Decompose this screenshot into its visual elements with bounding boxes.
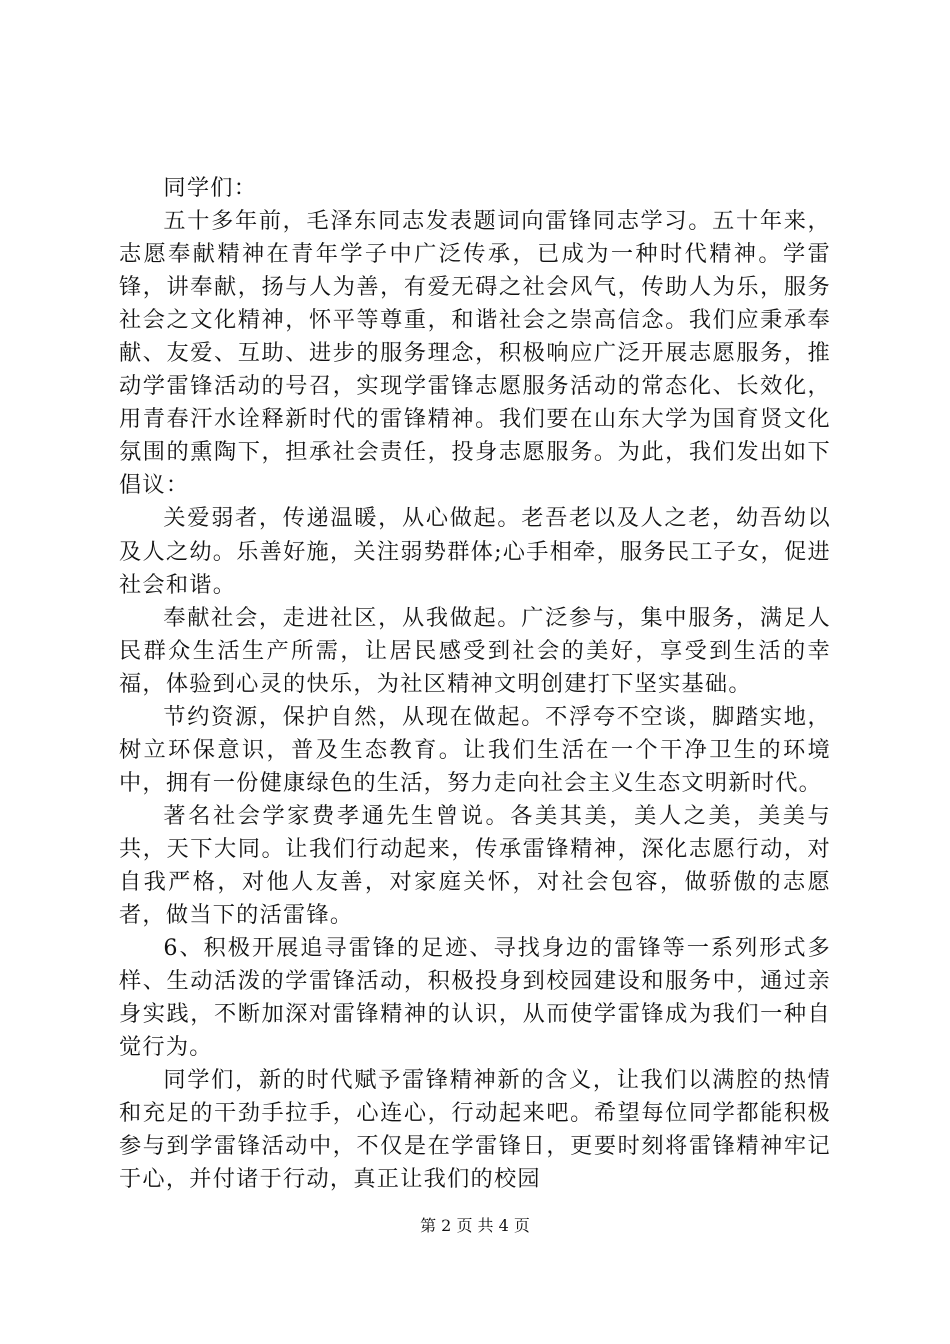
proposal-paragraph-community: 奉献社会，走进社区，从我做起。广泛参与，集中服务，满足人民群众生活生产所需，让居民感受到社会的美好，享受到生活的幸福，体验到心灵的快乐，为社区精神文明创建打下坚实基础。: [119, 604, 831, 697]
greeting-paragraph: 同学们：: [163, 175, 258, 201]
proposal-paragraph-environment: 节约资源，保护自然，从现在做起。不浮夸不空谈，脚踏实地，树立环保意识，普及生态教育。让我们生活在一个干净卫生的环境中，拥有一份健康绿色的生活，努力走向社会主义生态文明新时代。: [119, 703, 831, 796]
closing-paragraph: 同学们，新的时代赋予雷锋精神新的含义，让我们以满腔的热情和充足的干劲手拉手，心连心，行动起来吧。希望每位同学都能积极参与到学雷锋活动中，不仅是在学雷锋日，更要时刻将雷锋精神牢记于心，并付诸于行动，真正让我们的校园: [119, 1067, 831, 1193]
quote-paragraph: 著名社会学家费孝通先生曾说。各美其美，美人之美，美美与共，天下大同。让我们行动起来，传承雷锋精神，深化志愿行动，对自我严格，对他人友善，对家庭关怀，对社会包容，做骄傲的志愿者，做当下的活雷锋。: [119, 802, 831, 929]
document-body: [119, 172, 831, 1196]
page-footer: 第 2 页 共 4 页: [420, 1216, 530, 1235]
proposal-paragraph-care: 关爱弱者，传递温暖，从心做起。老吾老以及人之老，幼吾幼以及人之幼。乐善好施，关注弱势群体;心手相牵，服务民工子女，促进社会和谐。: [119, 505, 831, 598]
numbered-paragraph-6: 6、积极开展追寻雷锋的足迹、寻找身边的雷锋等一系列形式多样、生动活泼的学雷锋活动，积极投身到校园建设和服务中，通过亲身实践，不断加深对雷锋精神的认识，从而使学雷锋成为我们一种自觉行为。: [119, 935, 831, 1061]
intro-paragraph: 五十多年前，毛泽东同志发表题词向雷锋同志学习。五十年来，志愿奉献精神在青年学子中广泛传承，已成为一种时代精神。学雷锋，讲奉献，扬与人为善，有爱无碍之社会风气，传助人为乐，服务社会之文化精神，怀平等尊重，和谐社会之崇高信念。我们应秉承奉献、友爱、互助、进步的服务理念，积极响应广泛开展志愿服务，推动学雷锋活动的号召，实现学雷锋志愿服务活动的常态化、长效化，用青春汗水诠释新时代的雷锋精神。我们要在山东大学为国育贤文化氛围的熏陶下，担承社会责任，投身志愿服务。为此，我们发出如下倡议：: [119, 208, 831, 499]
